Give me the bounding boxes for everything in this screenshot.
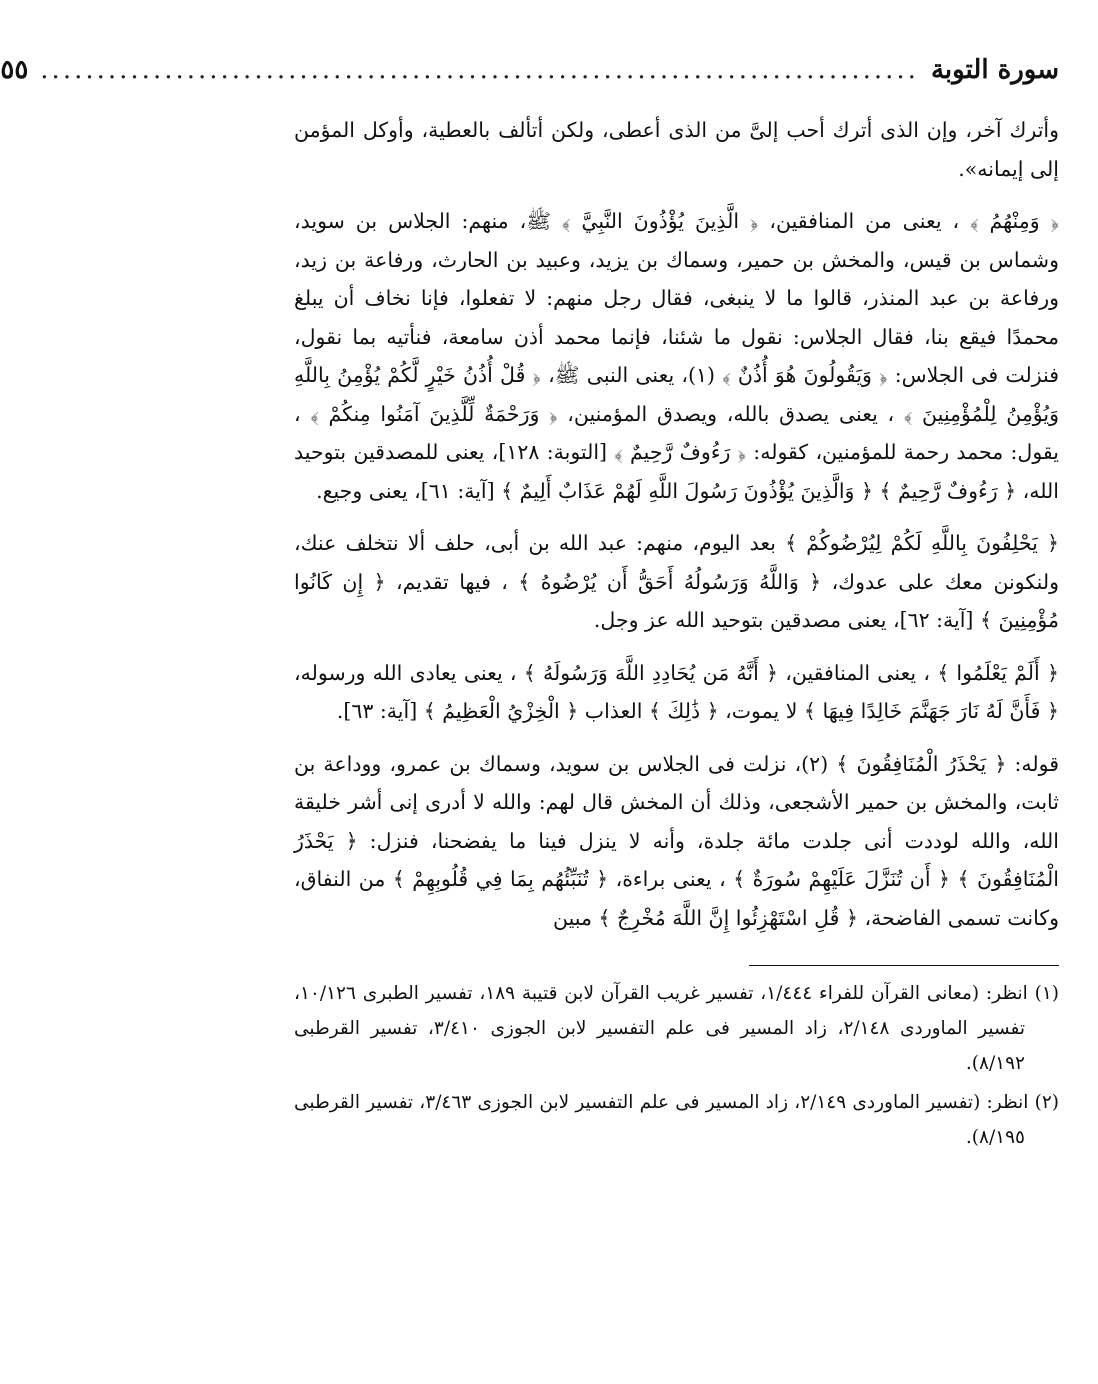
paragraph: ﴿ وَمِنْهُمُ ﴾ ، يعنى من المنافقين، ﴿ الَّذِينَ يُؤْذُونَ النَّبِيَّ ﴾ ﷺ، منهم: الجلاس بن سويد، وشماس بن قيس، والمخش بن حمير، وسماك بن يزيد، وعبيد بن الحارث، ورفاعة بن زيد، ورفاعة بن عبد المنذر، قالوا ما لا ينبغى، فقال رجل منهم: لا تفعلوا، فإنا نخاف أن يبلغ محمدًا فيقع بنا، فقال الجلاس: نقول ما شئنا، فإنما محمد أذن سامعة، فنأتيه بما نقول، فنزلت فى الجلاس: ﴿ وَيَقُولُونَ هُوَ أُذُنٌ ﴾ (١)، يعنى النبى ﷺ، ﴿ قُلْ أُذُنُ خَيْرٍ لَّكُمْ يُؤْمِنُ بِاللَّهِ وَيُؤْمِنُ لِلْمُؤْمِنِينَ ﴾ ، يعنى يصدق بالله، ويصدق المؤمنين، ﴿ وَرَحْمَةٌ لِّلَّذِينَ آمَنُوا مِنكُمْ ﴾ ، يقول: محمد رحمة للمؤمنين، كقوله: ﴿ رَءُوفٌ رَّحِيمٌ ﴾ [التوبة: ١٢٨]، يعنى للمصدقين بتوحيد الله، ﴿ رَءُوفٌ رَّحِيمٌ ﴾ ﴿ وَالَّذِينَ يُؤْذُونَ رَسُولَ اللَّهِ لَهُمْ عَذَابٌ أَلِيمٌ ﴾ [آية: ٦١]، يعنى وجيع. [294, 209, 1059, 503]
surah-title: سورة التوبة [930, 55, 1059, 85]
footnote-separator [749, 965, 1059, 966]
paragraph: قوله: ﴿ يَحْذَرُ الْمُنَافِقُونَ ﴾ (٢)، نزلت فى الجلاس بن سويد، وسماك بن عمرو، ووداعة بن ثابت، والمخش بن حمير الأشجعى، وذلك أن المخش قال لهم: والله لا أدرى إنى أشر خليقة الله، والله لوددت أنى جلدت مائة جلدة، وأنه لا ينزل فينا ما يفضحنا، فنزل: ﴿ يَحْذَرُ الْمُنَافِقُونَ ﴾ ﴿ أَن تُنَزَّلَ عَلَيْهِمْ سُورَةٌ ﴾ ، يعنى براءة، ﴿ تُنَبِّئُهُم بِمَا فِي قُلُوبِهِمْ ﴾ من النفاق، وكانت تسمى الفاضحة، ﴿ قُلِ اسْتَهْزِئُوا إِنَّ اللَّهَ مُخْرِجٌ ﴾ مبين [294, 751, 1059, 930]
body-text [294, 111, 1059, 937]
footnote: (١) انظر: (معانى القرآن للفراء ١/٤٤٤، تفسير غريب القرآن لابن قتيبة ١٨٩، تفسير الطبرى ١٠/١٢٦، تفسير الماوردى ٢/١٤٨، زاد المسير فى علم التفسير لابن الجوزى ٣/٤١٠، تفسير القرطبى ٨/١٩٢). [294, 983, 1059, 1074]
paragraph: ﴿ يَحْلِفُونَ بِاللَّهِ لَكُمْ لِيُرْضُوكُمْ ﴾ بعد اليوم، منهم: عبد الله بن أبى، حلف ألا نتخلف عنك، ولنكونن معك على عدوك، ﴿ وَاللَّهُ وَرَسُولُهُ أَحَقُّ أَن يُرْضُوهُ ﴾ ، فيها تقديم، ﴿ إِن كَانُوا مُؤْمِنِينَ ﴾ [آية: ٦٢]، يعنى مصدقين بتوحيد الله عز وجل. [294, 531, 1059, 632]
document-page [0, 55, 1059, 1159]
page-number: ٥٥ [0, 55, 29, 85]
footnote: (٢) انظر: (تفسير الماوردى ٢/١٤٩، زاد المسير فى علم التفسير لابن الجوزى ٣/٤٦٣، تفسير القرطبى ٨/١٩٥). [294, 1092, 1059, 1148]
footnotes [294, 976, 1059, 1155]
page-header [0, 55, 1059, 89]
header-leader-dots: .............................................................................. [40, 55, 919, 85]
paragraph: وأترك آخر، وإن الذى أترك أحب إلىَّ من الذى أعطى، ولكن أتألف بالعطية، وأوكل المؤمن إلى إيمانه». [294, 118, 1059, 181]
paragraph: ﴿ أَلَمْ يَعْلَمُوا ﴾ ، يعنى المنافقين، ﴿ أَنَّهُ مَن يُحَادِدِ اللَّهَ وَرَسُولَهُ ﴾ ، يعنى يعادى الله ورسوله، ﴿ فَأَنَّ لَهُ نَارَ جَهَنَّمَ خَالِدًا فِيهَا ﴾ لا يموت، ﴿ ذَٰلِكَ ﴾ العذاب ﴿ الْخِزْيُ الْعَظِيمُ ﴾ [آية: ٦٣]. [294, 660, 1059, 723]
